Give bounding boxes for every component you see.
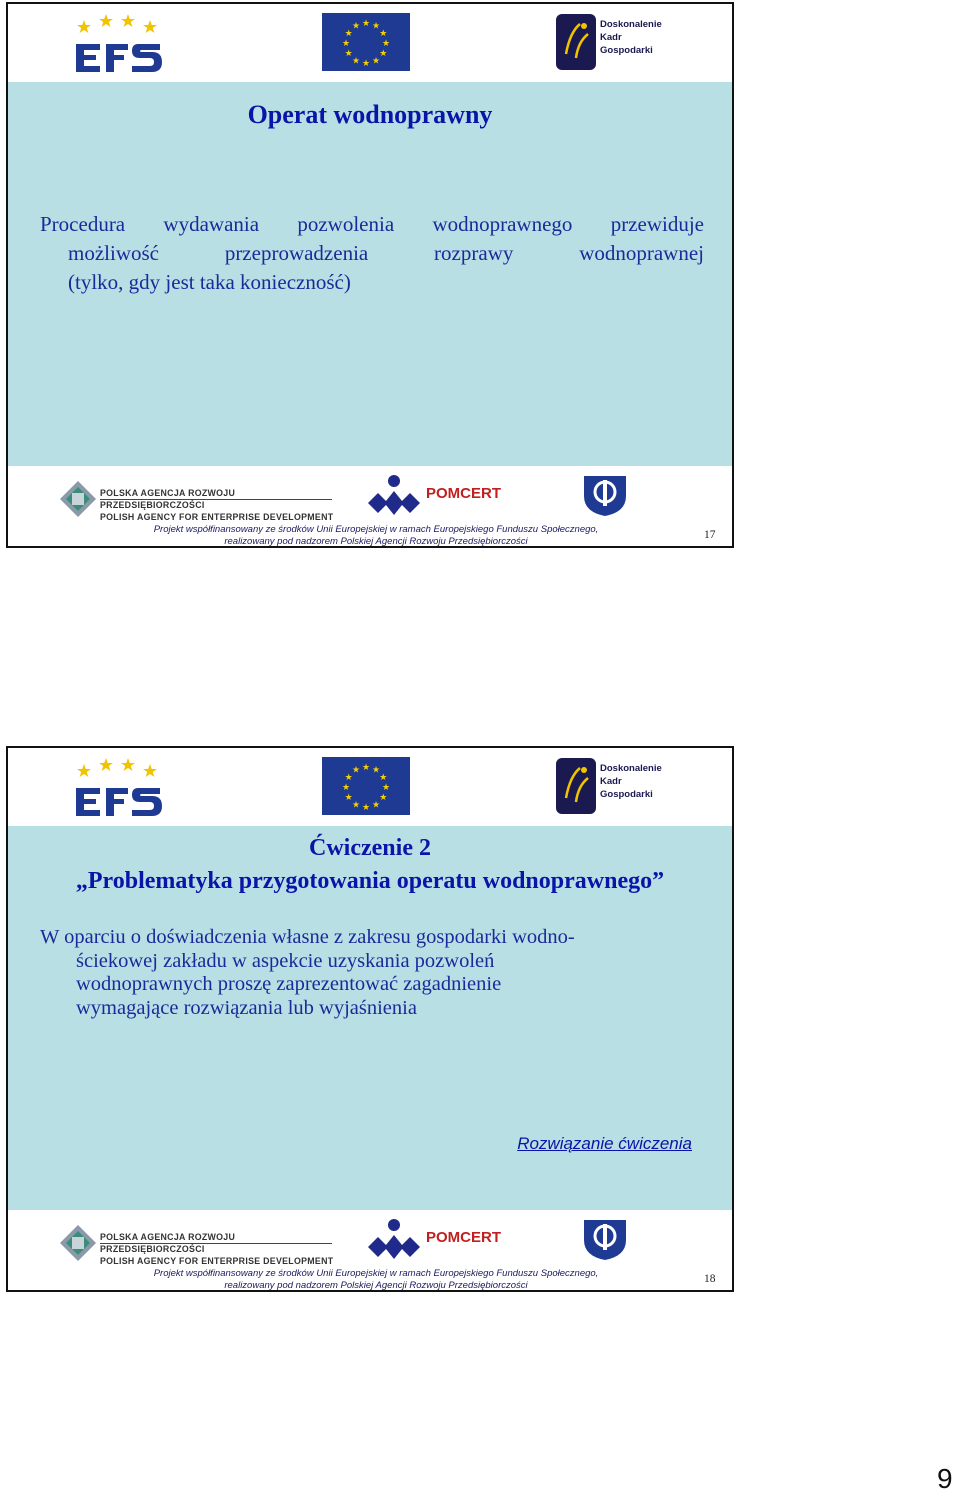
cofinancing-note: Projekt współfinansowany ze środków Unii Europejskiej w ramach Europejskiego Funduszu Społecznego, realizowany pod nadzorem Polskiej Agencji Rozwoju Przedsiębiorczości xyxy=(153,524,599,547)
parp-emblem-icon xyxy=(60,481,96,517)
parp-logo-text: POLSKA AGENCJA ROZWOJU PRZEDSIĘBIORCZOŚCI POLISH AGENCY FOR ENTERPRISE DEVELOPMENT xyxy=(100,488,334,522)
document-page-number: 9 xyxy=(937,1463,953,1494)
svg-text:★: ★ xyxy=(344,49,353,59)
slide-page-number: 17 xyxy=(704,529,716,541)
solution-link[interactable]: Rozwiązanie ćwiczenia xyxy=(517,1134,692,1153)
svg-text:★: ★ xyxy=(344,793,353,803)
svg-text:★: ★ xyxy=(379,793,388,803)
eu-flag xyxy=(322,757,410,815)
slide-header xyxy=(8,748,732,826)
svg-text:★: ★ xyxy=(381,783,391,793)
slide-header xyxy=(8,4,732,82)
crest-icon xyxy=(580,472,630,518)
slide-17 xyxy=(6,2,734,548)
svg-text:★: ★ xyxy=(379,29,388,39)
pomcert-emblem-icon xyxy=(366,473,422,521)
dkg-logo-text: Doskonalenie Kadr Gospodarki xyxy=(600,763,662,800)
parp-logo xyxy=(60,481,335,522)
slide-text-line: Procedura wydawania pozwolenia wodnoprawnego przewiduje xyxy=(40,212,704,236)
dkg-emblem-icon xyxy=(556,14,596,70)
pomcert-logo xyxy=(366,473,516,521)
crest-icon xyxy=(580,1216,630,1262)
efs-stars-logo xyxy=(70,756,166,820)
svg-text:★: ★ xyxy=(344,29,353,39)
svg-text:★: ★ xyxy=(371,21,381,32)
pomcert-emblem-icon xyxy=(366,1217,422,1265)
pomcert-logo xyxy=(366,1217,516,1265)
svg-text:★: ★ xyxy=(371,800,381,811)
exercise-text-line: W oparciu o doświadczenia własne z zakresu gospodarki wodno- xyxy=(40,926,575,948)
cofinancing-note: Projekt współfinansowany ze środków Unii Europejskiej w ramach Europejskiego Funduszu Społecznego, realizowany pod nadzorem Polskiej Agencji Rozwoju Przedsiębiorczości xyxy=(153,1268,599,1291)
slide-body xyxy=(8,826,732,1210)
parp-logo-text: POLSKA AGENCJA ROZWOJU PRZEDSIĘBIORCZOŚCI POLISH AGENCY FOR ENTERPRISE DEVELOPMENT xyxy=(100,1232,334,1266)
svg-text:★: ★ xyxy=(371,765,381,776)
svg-text:★: ★ xyxy=(341,783,351,793)
svg-text:★: ★ xyxy=(351,765,361,776)
exercise-title xyxy=(8,832,732,898)
svg-text:★: ★ xyxy=(361,763,371,773)
svg-text:★: ★ xyxy=(344,773,353,783)
slide-footer xyxy=(8,466,732,548)
svg-text:★: ★ xyxy=(381,39,391,49)
parp-logo xyxy=(60,1225,335,1266)
slide-text xyxy=(40,210,704,297)
pomcert-logo-text: POMCERT xyxy=(426,485,501,502)
exercise-text-line: wymagające rozwiązania lub wyjaśnienia xyxy=(76,996,417,1019)
slide-text-line: możliwość przeprowadzenia rozprawy wodnoprawnej xyxy=(68,241,704,265)
exercise-subtitle-line: „Problematyka przygotowania operatu wodnoprawnego” xyxy=(75,868,665,894)
dkg-logo xyxy=(556,756,676,818)
slide-title: Operat wodnoprawny xyxy=(247,100,493,129)
pomcert-logo-text: POMCERT xyxy=(426,1229,501,1246)
slide-page-number: 18 xyxy=(704,1273,716,1285)
slide-body xyxy=(8,82,732,466)
svg-text:★: ★ xyxy=(361,803,371,813)
dkg-emblem-icon xyxy=(556,758,596,814)
svg-text:★: ★ xyxy=(351,800,361,811)
exercise-text-line: wodnoprawnych proszę zaprezentować zagadnienie xyxy=(76,973,502,995)
slide-18 xyxy=(6,746,734,1292)
svg-text:★: ★ xyxy=(341,39,351,49)
svg-text:★: ★ xyxy=(379,773,388,783)
slide-text-line: (tylko, gdy jest taka konieczność) xyxy=(68,270,351,294)
eu-flag xyxy=(322,13,410,71)
svg-text:★: ★ xyxy=(379,49,388,59)
exercise-text-line: ściekowej zakładu w aspekcie uzyskania pozwoleń xyxy=(76,949,495,972)
svg-text:★: ★ xyxy=(371,56,381,67)
slide-footer xyxy=(8,1210,732,1292)
svg-text:★: ★ xyxy=(361,19,371,29)
efs-stars-logo xyxy=(70,12,166,76)
dkg-logo-text: Doskonalenie Kadr Gospodarki xyxy=(600,19,662,56)
parp-emblem-icon xyxy=(60,1225,96,1261)
svg-text:★: ★ xyxy=(351,56,361,67)
dkg-logo xyxy=(556,12,676,74)
svg-text:★: ★ xyxy=(351,21,361,32)
exercise-title-line: Ćwiczenie 2 xyxy=(309,835,431,861)
exercise-text xyxy=(40,926,700,1020)
svg-text:★: ★ xyxy=(361,59,371,69)
